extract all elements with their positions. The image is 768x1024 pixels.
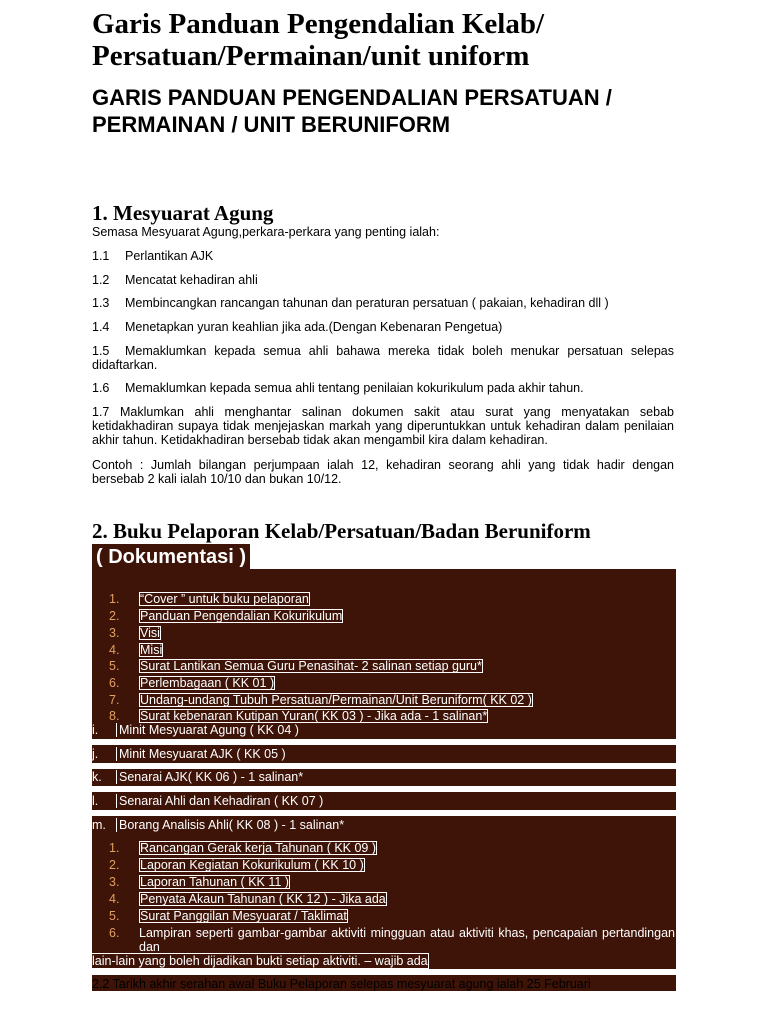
list-item	[92, 296, 674, 310]
item-text: Memaklumkan kepada semua ahli tentang penilaian kokurikulum pada akhir tahun.	[125, 381, 584, 395]
list-item: 2. Laporan Kegiatan Kokurikulum ( KK 10 )	[109, 858, 364, 872]
list-item	[92, 320, 674, 334]
item-number: 1.7	[92, 405, 110, 419]
item-number: 1.5	[92, 344, 110, 358]
list-item: 8. Surat kebenaran Kutipan Yuran( KK 03 ) - Jika ada - 1 salinan*	[109, 709, 488, 723]
item-text: Perlantikan AJK	[125, 249, 214, 263]
documentation-block	[92, 569, 676, 991]
list-item: 5. Surat Panggilan Mesyuarat / Taklimat	[109, 909, 347, 923]
spacer	[92, 739, 676, 745]
section-1-heading: 1. Mesyuarat Agung	[92, 201, 274, 225]
list-item	[92, 405, 674, 447]
list-item: m. Borang Analisis Ahli( KK 08 ) - 1 salinan*	[92, 818, 345, 832]
item-number: 1.1	[92, 249, 110, 263]
list-item: 3. Laporan Tahunan ( KK 11 )	[109, 875, 289, 889]
list-item	[92, 344, 674, 372]
list-item	[92, 381, 674, 395]
list-item: 5. Surat Lantikan Semua Guru Penasihat- 2 salinan setiap guru*	[109, 659, 482, 673]
deadline-text: 2.2 Tarikh akhir serahan awal Buku Pelaporan selepas mesyuarat agung ialah 25 Februari	[92, 977, 591, 991]
documentation-tag: ( Dokumentasi )	[92, 544, 250, 570]
item-number: 1.2	[92, 273, 110, 287]
list-item: 3. Visi	[109, 626, 160, 640]
continuation-text: lain-lain yang boleh dijadikan bukti setiap aktiviti. – wajib ada	[92, 954, 428, 968]
list-item: 4. Penyata Akaun Tahunan ( KK 12 ) - Jika ada	[109, 892, 386, 906]
item-text: Maklumkan ahli menghantar salinan dokumen sakit atau surat yang menyatakan sebab ketidakhadiran supaya tidak menjejaskan markah yang diperuntukkan untuk kehadiran dalam penilaian akhir tahun. Ketidakhadiran bersebab tidak akan mengambil kira dalam kehadiran.	[92, 405, 674, 447]
list-item: l. Senarai Ahli dan Kehadiran ( KK 07 )	[92, 794, 324, 808]
item-number: 1.4	[92, 320, 110, 334]
item-number: 1.3	[92, 296, 110, 310]
list-item: 1. Rancangan Gerak kerja Tahunan ( KK 09 )	[109, 841, 377, 855]
list-item: 6. Lampiran seperti gambar-gambar aktiviti mingguan atau aktiviti khas, pencapaian pertandingan dan	[109, 926, 675, 954]
page-title: Garis Panduan Pengendalian Kelab/ Persatuan/Permainan/unit uniform	[92, 8, 545, 72]
list-item: i. Minit Mesyuarat Agung ( KK 04 )	[92, 723, 299, 737]
item-text: Membincangkan rancangan tahunan dan peraturan persatuan ( pakaian, kehadiran dll )	[125, 296, 609, 310]
spacer	[92, 763, 676, 769]
list-item: 4. Misi	[109, 643, 163, 657]
list-item	[92, 249, 674, 263]
example-text: Contoh : Jumlah bilangan perjumpaan ialah 12, kehadiran seorang ahli yang tidak hadir dengan bersebab 2 kali ialah 10/10 dan bukan 10/12.	[92, 458, 674, 486]
item-text: Menetapkan yuran keahlian jika ada.(Dengan Kebenaran Pengetua)	[125, 320, 503, 334]
document-caps-title: GARIS PANDUAN PENGENDALIAN PERSATUAN / PERMAINAN / UNIT BERUNIFORM	[92, 85, 612, 137]
item-number: 1.6	[92, 381, 110, 395]
item-text: Memaklumkan kepada semua ahli bahawa mereka tidak boleh menukar persatuan selepas didaftarkan.	[92, 344, 674, 372]
list-item: 7. Undang-undang Tubuh Persatuan/Permainan/Unit Beruniform( KK 02 )	[109, 693, 532, 707]
list-item: 6. Perlembagaan ( KK 01 )	[109, 676, 275, 690]
list-item	[92, 273, 674, 287]
item-text: Mencatat kehadiran ahli	[125, 273, 258, 287]
list-item: 2. Panduan Pengendalian Kokurikulum	[109, 609, 343, 623]
spacer	[92, 810, 676, 816]
list-item: k. Senarai AJK( KK 06 ) - 1 salinan*	[92, 770, 304, 784]
list-item: j. Minit Mesyuarat AJK ( KK 05 )	[92, 747, 286, 761]
section-1-intro: Semasa Mesyuarat Agung,perkara-perkara yang penting ialah:	[92, 225, 440, 239]
section-2-heading: 2. Buku Pelaporan Kelab/Persatuan/Badan Beruniform	[92, 519, 591, 543]
spacer	[92, 786, 676, 792]
spacer	[92, 969, 676, 975]
list-item: 1. “Cover ” untuk buku pelaporan	[109, 592, 309, 606]
